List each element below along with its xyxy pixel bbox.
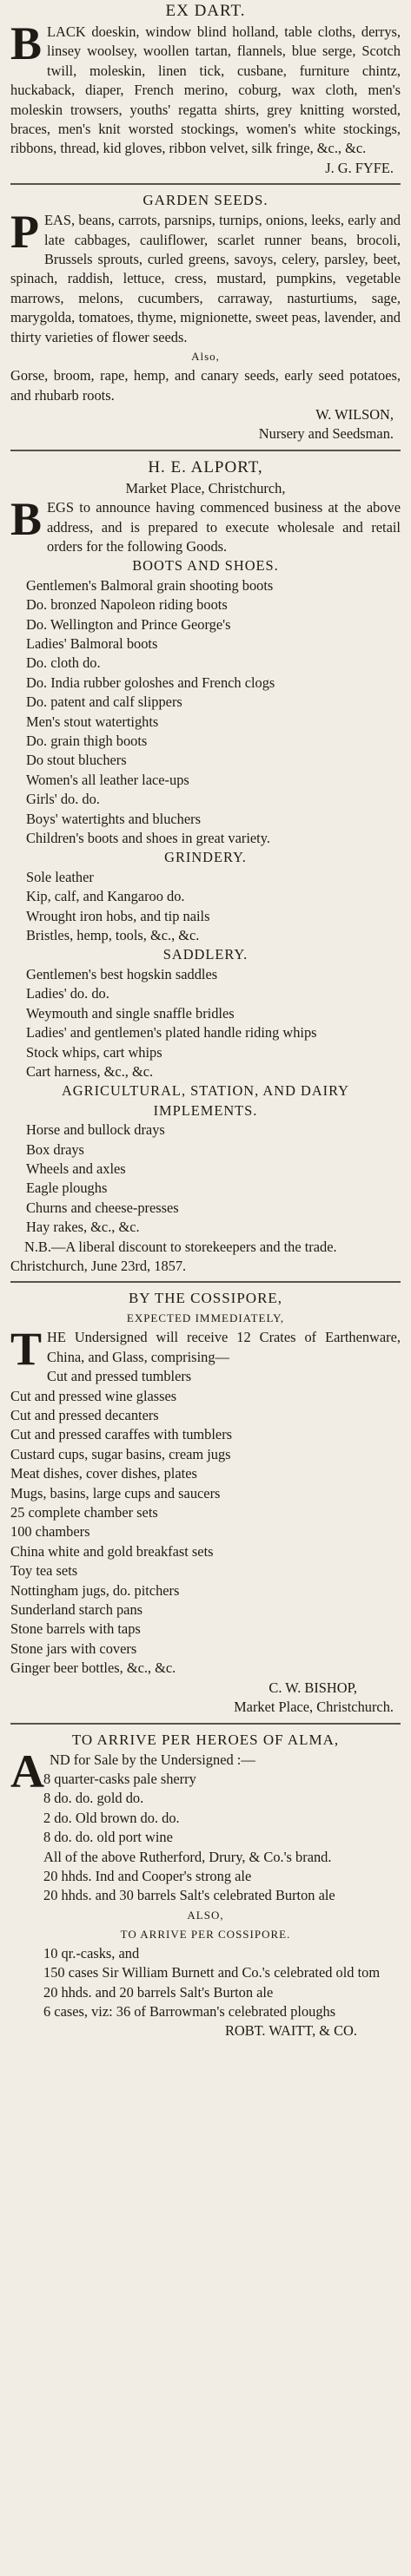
list-item: Girls' do. do. [26,791,100,808]
section-grindery: GRINDERY. [164,849,247,866]
list-item: Cut and pressed caraffes with tumblers [10,1426,233,1443]
list-item: Do. patent and calf slippers [26,693,182,711]
drop-cap: B [10,493,43,546]
list-item: Eagle ploughs [26,1180,108,1197]
list-item: Women's all leather lace-ups [26,771,189,788]
ad-title: GARDEN SEEDS. [143,192,268,209]
list-item: Toy tea sets [10,1562,78,1580]
list-item: Wheels and axles [26,1160,126,1177]
list-item: Boys' watertights and bluchers [26,810,201,827]
saddlery-list [10,965,401,1081]
grindery-list [10,868,401,946]
section-saddlery: SADDLERY. [162,946,249,963]
ad-signature: W. WILSON, [315,405,394,423]
ad-body [10,206,401,347]
list-item: Box drays [26,1140,84,1158]
section-implements: AGRICULTURAL, STATION, AND DAIRY IMPLEMENTS. [61,1082,350,1119]
ad-ex-dart [10,0,401,178]
ad-heroes-of-alma [10,1730,401,2041]
ad-subtitle: EXPECTED IMMEDIATELY, [126,1311,285,1325]
list-item: Sunderland starch pans [10,1601,143,1619]
ad-signature: J. G. FYFE. [325,159,394,176]
list-item: Cart harness, &c., &c. [26,1062,154,1080]
divider [10,450,401,451]
list-item: Do. grain thigh boots [26,733,148,749]
ad-subtitle: TO ARRIVE PER COSSIPORE. [120,1927,291,1941]
ad-body [10,493,401,556]
list-item: Hay rakes, &c., &c. [26,1219,140,1236]
list-item: 20 hhds. and 30 barrels Salt's celebrated Burton ale [43,1887,335,1904]
list-item: 2 do. Old brown do. do. [43,1809,180,1826]
ad-date: Christchurch, June 23rd, 1857. [10,1257,187,1274]
drop-cap: T [10,1323,43,1376]
list-item: Stone barrels with taps [10,1620,141,1638]
ad-body-text: LACK doeskin, window blind holland, table cloths, derrys, linsey woolsey, woollen tartan, flannels, blue serge, Scotch twill, moleskin, linen tick, cusbane, furniture chintz, huckaback, diaper, French merino, coburg, wax cloth, men's moleskin trowsers, youths' regatta shirts, grey knitting worsted, braces, men's knit worsted stockings, women's white stockings, ribbons, thread, kid gloves, ribbon velvet, silk fringe, &c., &c. [10,23,401,157]
list-item: 8 do. do. gold do. [43,1790,144,1807]
ad-title: BY THE COSSIPORE, [128,1290,283,1307]
list-item: Nottingham jugs, do. pitchers [10,1581,180,1599]
list-item: 10 qr.-casks, and [43,1944,140,1962]
list-item: Do. India rubber goloshes and French clogs [26,674,275,691]
list-item: 100 chambers [10,1523,90,1541]
ad-body [10,1323,401,1376]
list-item: Children's boots and shoes in great variety. [26,830,270,847]
ad-body-text: HE Undersigned will receive 12 Crates of Earthenware, China, and Glass, comprising— [47,1329,401,1365]
list-item: 150 cases Sir William Burnett and Co.'s celebrated old tom [43,1964,381,1981]
drop-cap: A [10,1745,44,1797]
ad-body-text: EAS, beans, carrots, parsnips, turnips, onions, leeks, early and late cabbages, cauliflower, scarlet runner beans, brocoli, Brussels sprouts, curled greens, savoys, celery, parsley, beet, spinach, raddish, lettuce, cress, mustard, pumpkins, vegetable marrows, melons, cucumbers, carraway, nasturtiums, sage, marygolda, tomatoes, thyme, mignionette, sweet peas, lavender, and thirty varieties of flower seeds. [10,212,401,345]
ad-address: Market Place, Christchurch, [125,479,286,496]
drop-cap: P [10,206,39,259]
list-item: Do stout bluchers [26,752,127,769]
list-item: Churns and cheese-presses [26,1199,179,1216]
list-item: Ladies' do. do. [26,985,109,1002]
ad-signature-address: Market Place, Christchurch. [234,1699,394,1716]
list-item: Ladies' Balmoral boots [26,634,158,652]
list-item: Do. Wellington and Prince George's [26,615,231,633]
list-item: All of the above Rutherford, Drury, & Co.'s brand. [43,1848,332,1865]
list-item: Meat dishes, cover dishes, plates [10,1465,197,1482]
list-item: 8 do. do. old port wine [43,1829,173,1846]
list-item: 20 hhds. Ind and Cooper's strong ale [43,1867,252,1884]
list-item: Wrought iron hobs, and tip nails [26,907,210,924]
list-item: Horse and bullock drays [26,1121,165,1139]
ad-title: EX DART. [165,2,246,20]
implements-list [10,1120,401,1237]
list-item: Ginger beer bottles, &c., &c. [10,1659,176,1677]
list-item: Ladies' and gentlemen's plated handle riding whips [26,1024,317,1042]
list-item: Mugs, basins, large cups and saucers [10,1484,221,1502]
list-item: Gentlemen's best hogskin saddles [26,965,218,982]
divider [10,183,401,185]
divider [10,1281,401,1283]
list-item: Kip, calf, and Kangaroo do. [26,888,185,905]
list-item: Cut and pressed tumblers [47,1368,192,1385]
list-item: Bristles, hemp, tools, &c., &c. [26,927,200,944]
boots-list [10,576,401,849]
list-item: 20 hhds. and 20 barrels Salt's Burton ale [43,1983,274,2001]
ad-garden-seeds [10,190,401,444]
section-boots: BOOTS AND SHOES. [132,557,279,575]
ad-note: N.B.—A liberal discount to storekeepers and the trade. [24,1238,337,1255]
list-item: Cut and pressed decanters [10,1407,159,1423]
list-item: Sole leather [26,868,94,885]
ad-cossipore [10,1288,401,1717]
ad-body-2: Gorse, broom, rape, hemp, and canary seeds, early seed potatoes, and rhubarb roots. [10,367,401,404]
ad-body-text: ND for Sale by the Undersigned :— [50,1751,255,1768]
list-item: Men's stout watertights [26,713,159,730]
list-item: China white and gold breakfast sets [10,1542,214,1560]
spirits-list [10,1944,401,2022]
list-item: Stone jars with covers [10,1640,137,1657]
ad-title: H. E. ALPORT, [148,457,263,476]
list-item: Custard cups, sugar basins, cream jugs [10,1445,231,1462]
list-item: 6 cases, viz: 36 of Barrowman's celebrated ploughs [43,2002,336,2020]
also-label: ALSO, [187,1908,224,1922]
ad-alport [10,457,401,1277]
list-item: Do. bronzed Napoleon riding boots [26,596,228,614]
list-item: Do. cloth do. [26,654,101,672]
ad-signature-title: Nursery and Seedsman. [258,425,394,443]
wine-list [10,1770,401,1906]
ad-body-text: EGS to announce having commenced business at the above address, and is prepared to execute wholesale and retail orders for the following Goods. [47,499,401,555]
ad-title: TO ARRIVE PER HEROES OF ALMA, [71,1731,340,1748]
ad-signature: C. W. BISHOP, [268,1679,357,1696]
ad-signature: ROBT. WAITT, & CO. [224,2022,357,2040]
list-item: 8 quarter-casks pale sherry [43,1770,196,1787]
crockery-list [10,1367,401,1679]
list-item: Gentlemen's Balmoral grain shooting boots [26,576,274,594]
ad-body [10,17,401,159]
drop-cap: B [10,17,43,69]
also-label: Also, [191,350,220,364]
list-item: Cut and pressed wine glasses [10,1387,177,1404]
list-item: 25 complete chamber sets [10,1504,158,1521]
divider [10,1723,401,1725]
list-item: Weymouth and single snaffle bridles [26,1004,235,1022]
list-item: Stock whips, cart whips [26,1043,162,1061]
